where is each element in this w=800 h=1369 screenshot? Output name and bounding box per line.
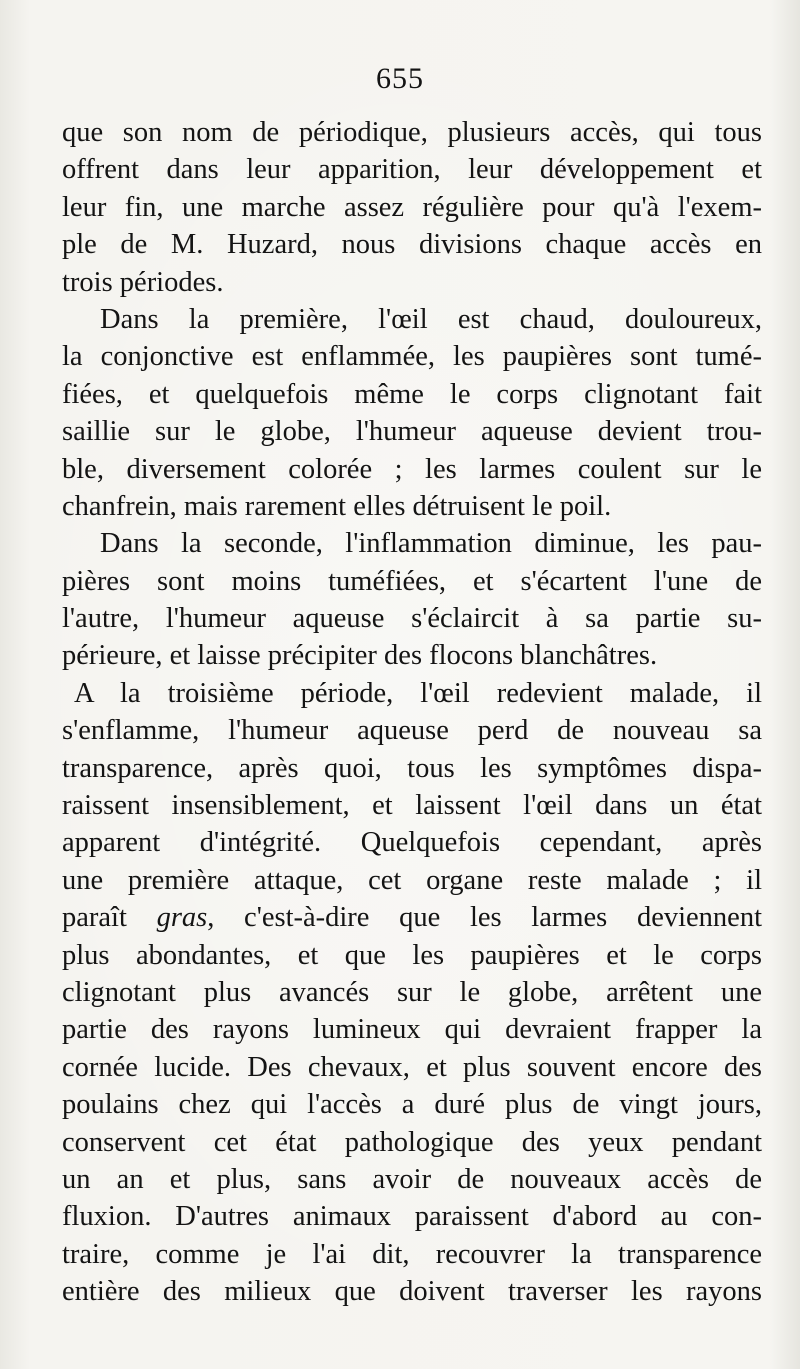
text-fragment: paraît — [62, 902, 157, 934]
text-line: traire, comme je l'ai dit, recouvrer la transparence — [62, 1238, 762, 1270]
text-line: trois périodes. — [62, 266, 224, 298]
text-line: pières sont moins tuméfiées, et s'écartent l'une de — [62, 565, 762, 597]
text-line: offrent dans leur apparition, leur développement et — [62, 154, 762, 186]
paragraph-start-line: Dans la seconde, l'inflammation diminue, les pau- — [100, 528, 762, 560]
text-line: s'enflamme, l'humeur aqueuse perd de nouveau sa — [62, 715, 762, 747]
text-line: l'autre, l'humeur aqueuse s'éclaircit à sa partie su- — [62, 603, 762, 635]
paragraph-start-line: A la troisième période, l'œil redevient malade, il — [74, 677, 762, 709]
italic-word: gras — [156, 902, 208, 934]
text-line: chanfrein, mais rarement elles détruisent le poil. — [62, 490, 612, 522]
text-line: que son nom de périodique, plusieurs accès, qui tous — [62, 117, 762, 148]
text-line: fiées, et quelquefois même le corps clignotant fait — [62, 378, 762, 410]
text-line: saillie sur le globe, l'humeur aqueuse devient trou- — [62, 416, 762, 448]
text-line: entière des milieux que doivent traverser les rayons — [62, 1276, 762, 1308]
text-line: plus abondantes, et que les paupières et le corps — [62, 939, 762, 971]
text-line: apparent d'intégrité. Quelquefois cependant, après — [62, 827, 762, 859]
text-line: périeure, et laisse précipiter des flocons blanchâtres. — [62, 640, 658, 672]
text-line: conservent cet état pathologique des yeux pendant — [62, 1126, 762, 1158]
text-line: ple de M. Huzard, nous divisions chaque accès en — [62, 229, 762, 261]
text-line: clignotant plus avancés sur le globe, arrêtent une — [62, 976, 762, 1008]
text-line: la conjonctive est enflammée, les paupières sont tumé- — [62, 341, 762, 373]
text-line: une première attaque, cet organe reste malade ; il — [62, 864, 762, 896]
page-number: 655 — [376, 62, 424, 95]
text-line: leur fin, une marche assez régulière pour qu'à l'exem- — [62, 191, 762, 223]
text-line: raissent insensiblement, et laissent l'œil dans un état — [62, 790, 762, 822]
paragraph-start-line: Dans la première, l'œil est chaud, douloureux, — [100, 303, 762, 335]
text-line: transparence, après quoi, tous les symptômes dispa- — [62, 752, 762, 784]
text-line: poulains chez qui l'accès a duré plus de vingt jours, — [62, 1089, 762, 1121]
text-line-with-italic — [62, 899, 762, 936]
text-line: fluxion. D'autres animaux paraissent d'abord au con- — [62, 1201, 762, 1233]
text-line: partie des rayons lumineux qui devraient frapper la — [62, 1014, 762, 1046]
text-line: cornée lucide. Des chevaux, et plus souvent encore des — [62, 1051, 762, 1083]
body-text — [62, 114, 762, 1311]
text-fragment: , c'est-à-dire que les larmes deviennent — [207, 902, 762, 934]
text-line: un an et plus, sans avoir de nouveaux accès de — [62, 1163, 762, 1195]
text-line: ble, diversement colorée ; les larmes coulent sur le — [62, 453, 762, 485]
